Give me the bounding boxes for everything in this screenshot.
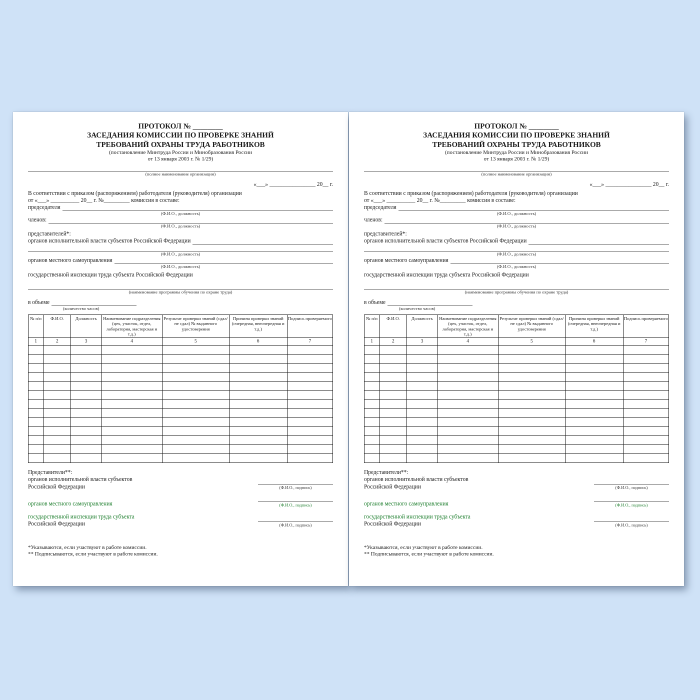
- volume-label: в объеме: [364, 299, 386, 306]
- members-blank-line: [49, 217, 333, 224]
- program-name-caption: (наименование программы обучения по охране труда): [464, 289, 569, 295]
- footer-executive-signature: [594, 479, 669, 490]
- executive-authorities-row: [28, 238, 333, 245]
- executive-authorities-label: органов исполнительной власти субъектов Российской Федерации: [28, 238, 191, 245]
- state-inspection-label: государственной инспекции труда субъекта Российской Федерации: [28, 272, 193, 279]
- signature-blank-line: [258, 496, 333, 502]
- executive-authorities-caption: (Ф.И.О., должность): [496, 251, 537, 257]
- volume-row: [28, 299, 333, 306]
- footnote-1: *Указываются, если участвуют в работе комиссии.: [28, 544, 147, 551]
- protocol-title-line2: ЗАСЕДАНИЯ КОМИССИИ ПО ПРОВЕРКЕ ЗНАНИЙ: [87, 131, 274, 140]
- signature-caption: (Ф.И.О., подпись): [615, 502, 648, 508]
- local-government-caption: (Ф.И.О., должность): [160, 264, 201, 270]
- footnotes: [28, 544, 333, 557]
- protocol-page: [13, 112, 348, 586]
- col-header-fio: Ф.И.О.: [43, 315, 70, 338]
- executive-authorities-blank-line: [529, 238, 669, 245]
- local-government-caption: (Ф.И.О., должность): [496, 264, 537, 270]
- intro-line2: от «___» __________ 20__ г. №_________ комиссия в составе:: [364, 197, 516, 204]
- members-row: [28, 216, 333, 223]
- signature-blank-line: [594, 496, 669, 502]
- protocol-subtitle-line2: от 13 января 2003 г. № 1/29): [147, 156, 214, 163]
- members-caption: (Ф.И.О., должность): [160, 223, 201, 229]
- footer-local-government-signature: [258, 496, 333, 507]
- members-label: членов:: [28, 216, 47, 223]
- organization-name-caption: (полное наименование организации): [145, 171, 216, 177]
- footer-inspection-entry: [364, 513, 669, 527]
- table-row: [28, 373, 333, 382]
- local-government-label: органов местного самоуправления: [28, 257, 113, 264]
- protocol-title-line2: ЗАСЕДАНИЯ КОМИССИИ ПО ПРОВЕРКЕ ЗНАНИЙ: [423, 131, 610, 140]
- table-row: [28, 418, 333, 427]
- program-name-blank-line: [364, 283, 669, 290]
- executive-authorities-blank-line: [193, 238, 333, 245]
- program-name-caption: (наименование программы обучения по охране труда): [128, 289, 233, 295]
- col-header-reason: Причина проверки знаний (очередная, внеочередная и т.д.): [565, 315, 623, 338]
- table-row: [28, 409, 333, 418]
- executive-authorities-label: органов исполнительной власти субъектов Российской Федерации: [364, 238, 527, 245]
- col-header-number: № п/п: [28, 315, 43, 338]
- signature-caption: (Ф.И.О., подпись): [279, 485, 312, 491]
- results-table-header: [364, 315, 669, 346]
- col-header-department: Наименование подразделения (цех, участок, отдел, лаборатория, мастерская и т.д.): [103, 316, 161, 337]
- footer-executive-entry: [28, 476, 333, 490]
- col-header-position: Должность: [71, 315, 101, 338]
- executive-authorities-row: [364, 238, 669, 245]
- footnotes: [364, 544, 669, 557]
- chairman-caption: (Ф.И.О., должность): [496, 210, 537, 216]
- hours-caption: (количество часов): [63, 306, 100, 312]
- table-row: [364, 436, 669, 445]
- volume-label: в объеме: [28, 299, 50, 306]
- intro-line1: В соответствии с приказом (распоряжением) работодателя (руководителя) организации: [364, 190, 578, 197]
- chairman-row: [28, 204, 333, 211]
- protocol-title-line3: ТРЕБОВАНИЙ ОХРАНЫ ТРУДА РАБОТНИКОВ: [432, 140, 601, 149]
- organization-name-caption: (полное наименование организации): [481, 171, 552, 177]
- footer-executive-text: органов исполнительной власти субъектов Российской Федерации: [28, 476, 133, 490]
- local-government-blank-line: [114, 258, 333, 265]
- signature-blank-line: [258, 479, 333, 485]
- chairman-label: председателя: [28, 204, 61, 211]
- signature-caption: (Ф.И.О., подпись): [279, 502, 312, 508]
- members-row: [364, 216, 669, 223]
- chairman-caption: (Ф.И.О., должность): [160, 210, 201, 216]
- intro-line1: В соответствии с приказом (распоряжением) работодателя (руководителя) организации: [28, 190, 242, 197]
- protocol-page-content: [349, 112, 684, 586]
- members-caption: (Ф.И.О., должность): [496, 223, 537, 229]
- results-table: [28, 315, 333, 464]
- col-header-signature: Подпись проверяемого: [287, 315, 333, 338]
- col-header-position: Должность: [407, 315, 437, 338]
- protocol-subtitle-line1: (постановление Минтруда России и Минобразования России: [444, 149, 589, 156]
- footer-executive-signature: [258, 479, 333, 490]
- local-government-row: [364, 257, 669, 264]
- footer-inspection-text: государственной инспекции труда субъекта Российской Федерации: [364, 513, 471, 527]
- results-table: [364, 315, 669, 464]
- footer-local-government-entry: [28, 496, 333, 507]
- table-row: [28, 391, 333, 400]
- col-header-result: Результат проверки знаний (сдал/не сдал) № выданного удостоверения: [162, 315, 229, 338]
- table-row: [364, 373, 669, 382]
- signature-blank-line: [258, 516, 333, 522]
- footer-local-government-text: органов местного самоуправления: [364, 500, 449, 507]
- footer-inspection-text: государственной инспекции труда субъекта Российской Федерации: [28, 513, 135, 527]
- local-government-blank-line: [450, 258, 669, 265]
- signature-caption: (Ф.И.О., подпись): [615, 485, 648, 491]
- protocol-subtitle-line2: от 13 января 2003 г. № 1/29): [483, 156, 550, 163]
- table-row: [364, 427, 669, 436]
- results-table-body: [364, 346, 669, 463]
- signature-caption: (Ф.И.О., подпись): [615, 522, 648, 528]
- protocol-page-content: [13, 112, 348, 586]
- footer-executive-entry: [364, 476, 669, 490]
- footer-local-government-text: органов местного самоуправления: [28, 500, 113, 507]
- table-row: [28, 400, 333, 409]
- footer-representatives-label: Представители**:: [364, 469, 409, 476]
- protocol-page: [349, 112, 684, 586]
- table-row: [364, 382, 669, 391]
- signature-blank-line: [594, 479, 669, 485]
- table-row: [28, 436, 333, 445]
- volume-row: [364, 299, 669, 306]
- protocol-title-line3: ТРЕБОВАНИЙ ОХРАНЫ ТРУДА РАБОТНИКОВ: [96, 140, 265, 149]
- col-header-fio: Ф.И.О.: [379, 315, 406, 338]
- col-header-result: Результат проверки знаний (сдал/не сдал) № выданного удостоверения: [498, 315, 565, 338]
- footer-inspection-signature: [594, 516, 669, 527]
- table-row: [364, 418, 669, 427]
- executive-authorities-caption: (Ф.И.О., должность): [160, 251, 201, 257]
- executive-authorities-blank-line2: [28, 245, 333, 252]
- chairman-blank-line: [62, 204, 333, 211]
- protocol-subtitle-line1: (постановление Минтруда России и Минобразования России: [108, 149, 253, 156]
- footer-inspection-entry: [28, 513, 333, 527]
- members-label: членов:: [364, 216, 383, 223]
- results-table-body: [28, 346, 333, 463]
- table-row: [28, 364, 333, 373]
- col-header-department: Наименование подразделения (цех, участок, отдел, лаборатория, мастерская и т.д.): [439, 316, 497, 337]
- footer-inspection-signature: [258, 516, 333, 527]
- representatives-label: представителей*:: [364, 231, 407, 238]
- column-number-row: 1 2 3 4 5 6 7: [364, 338, 669, 346]
- table-row: [28, 355, 333, 364]
- table-row: [364, 400, 669, 409]
- hours-caption: (количество часов): [399, 306, 436, 312]
- chairman-blank-line: [398, 204, 669, 211]
- program-name-blank-line: [28, 283, 333, 290]
- footnote-2: ** Подписываются, если участвуют в работе комиссии.: [28, 551, 158, 558]
- members-blank-line: [385, 217, 669, 224]
- table-row: [28, 346, 333, 355]
- executive-authorities-blank-line2: [364, 245, 669, 252]
- footer-local-government-signature: [594, 496, 669, 507]
- state-inspection-label: государственной инспекции труда субъекта Российской Федерации: [364, 272, 529, 279]
- table-row: [364, 454, 669, 463]
- table-row: [28, 445, 333, 454]
- local-government-row: [28, 257, 333, 264]
- footer-local-government-entry: [364, 496, 669, 507]
- col-header-signature: Подпись проверяемого: [623, 315, 669, 338]
- col-header-number: № п/п: [364, 315, 379, 338]
- column-number-row: 1 2 3 4 5 6 7: [28, 338, 333, 346]
- footer-representatives-label: Представители**:: [28, 469, 73, 476]
- footnote-2: ** Подписываются, если участвуют в работе комиссии.: [364, 551, 494, 558]
- results-table-header: [28, 315, 333, 346]
- chairman-row: [364, 204, 669, 211]
- representatives-label: представителей*:: [28, 231, 71, 238]
- col-header-reason: Причина проверки знаний (очередная, внеочередная и т.д.): [229, 315, 287, 338]
- table-row: [28, 382, 333, 391]
- footnote-1: *Указываются, если участвуют в работе комиссии.: [364, 544, 483, 551]
- protocol-title-number: ПРОТОКОЛ № ________: [138, 122, 223, 131]
- chairman-label: председателя: [364, 204, 397, 211]
- table-row: [364, 409, 669, 418]
- signature-caption: (Ф.И.О., подпись): [279, 522, 312, 528]
- table-row: [364, 364, 669, 373]
- local-government-label: органов местного самоуправления: [364, 257, 449, 264]
- footer-executive-text: органов исполнительной власти субъектов Российской Федерации: [364, 476, 469, 490]
- document-spread: [13, 112, 684, 586]
- protocol-title-number: ПРОТОКОЛ № ________: [474, 122, 559, 131]
- table-row: [28, 454, 333, 463]
- date-field: «___» ________________ 20__ г.: [253, 181, 333, 188]
- signature-blank-line: [594, 516, 669, 522]
- table-row: [364, 391, 669, 400]
- table-row: [364, 445, 669, 454]
- table-row: [364, 355, 669, 364]
- date-field: «___» ________________ 20__ г.: [589, 181, 669, 188]
- table-row: [364, 346, 669, 355]
- table-row: [28, 427, 333, 436]
- intro-line2: от «___» __________ 20__ г. №_________ комиссия в составе:: [28, 197, 180, 204]
